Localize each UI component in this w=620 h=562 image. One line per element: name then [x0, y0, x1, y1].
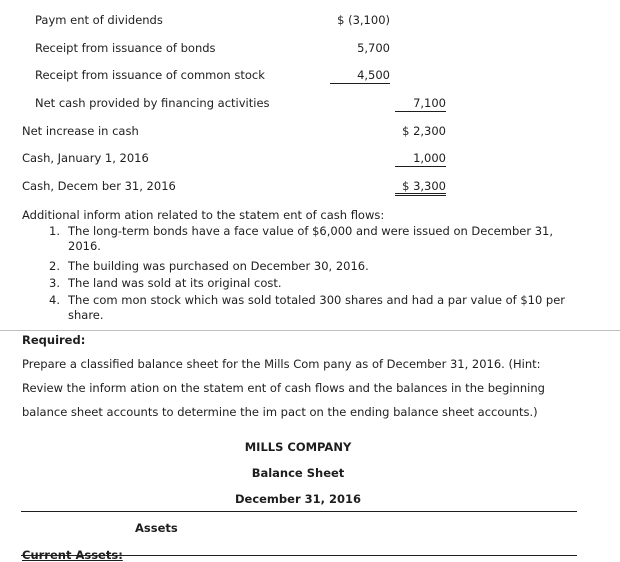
heading-rule: [21, 511, 577, 512]
row-value-net-financing: 7,100: [395, 96, 446, 112]
statement-date: December 31, 2016: [234, 492, 362, 506]
row-value-net-increase: $ 2,300: [402, 124, 446, 138]
required-heading: Required:: [22, 333, 86, 347]
additional-info-intro: Additional inform ation related to the statem ent of cash flows:: [22, 208, 385, 222]
row-value-cash-dec: $ 3,300: [395, 179, 446, 196]
row-label-dividends: Paym ent of dividends: [35, 13, 163, 27]
list-item-text: The land was sold at its original cost.: [68, 276, 282, 290]
required-line-2: Review the inform ation on the statem ent of cash flows and the balances in the beginning: [22, 381, 545, 395]
current-assets-label: Current Assets:: [22, 548, 123, 562]
row-label-bonds: Receipt from issuance of bonds: [35, 41, 216, 55]
assets-label: Assets: [135, 521, 178, 535]
list-item-number: 3.: [49, 276, 60, 290]
statement-title: Balance Sheet: [251, 466, 345, 480]
list-item: [49, 224, 569, 254]
row-value-cash-jan: 1,000: [395, 151, 446, 167]
row-label-cash-jan: Cash, January 1, 2016: [22, 151, 149, 165]
list-item-text: The com mon stock which was sold totaled 300 shares and had a par value of $10 per share.: [68, 293, 566, 322]
section-divider: [0, 330, 620, 331]
list-item-number: 2.: [49, 259, 60, 273]
list-item-text: The long-term bonds have a face value of $6,000 and were issued on December 31, 2016.: [68, 224, 554, 253]
row-label-net-financing: Net cash provided by financing activities: [35, 96, 270, 110]
list-item: [49, 276, 569, 291]
row-value-dividends: $ (3,100): [337, 13, 390, 27]
list-item-number: 1.: [49, 224, 60, 238]
list-item-number: 4.: [49, 293, 60, 307]
row-value-common-stock: 4,500: [330, 68, 390, 84]
required-line-1: Prepare a classified balance sheet for the Mills Com pany as of December 31, 2016. (Hint:: [22, 357, 541, 371]
row-label-cash-dec: Cash, Decem ber 31, 2016: [22, 179, 176, 193]
list-item-text: The building was purchased on December 30, 2016.: [68, 259, 369, 273]
row-label-net-increase: Net increase in cash: [22, 124, 139, 138]
row-label-common-stock: Receipt from issuance of common stock: [35, 68, 265, 82]
list-item: [49, 259, 569, 274]
row-value-bonds: 5,700: [357, 41, 390, 55]
company-name: MILLS COMPANY: [244, 440, 352, 454]
required-line-3: balance sheet accounts to determine the im pact on the ending balance sheet accounts.): [22, 405, 538, 419]
list-item: [49, 293, 569, 323]
table-rule: [21, 555, 577, 556]
